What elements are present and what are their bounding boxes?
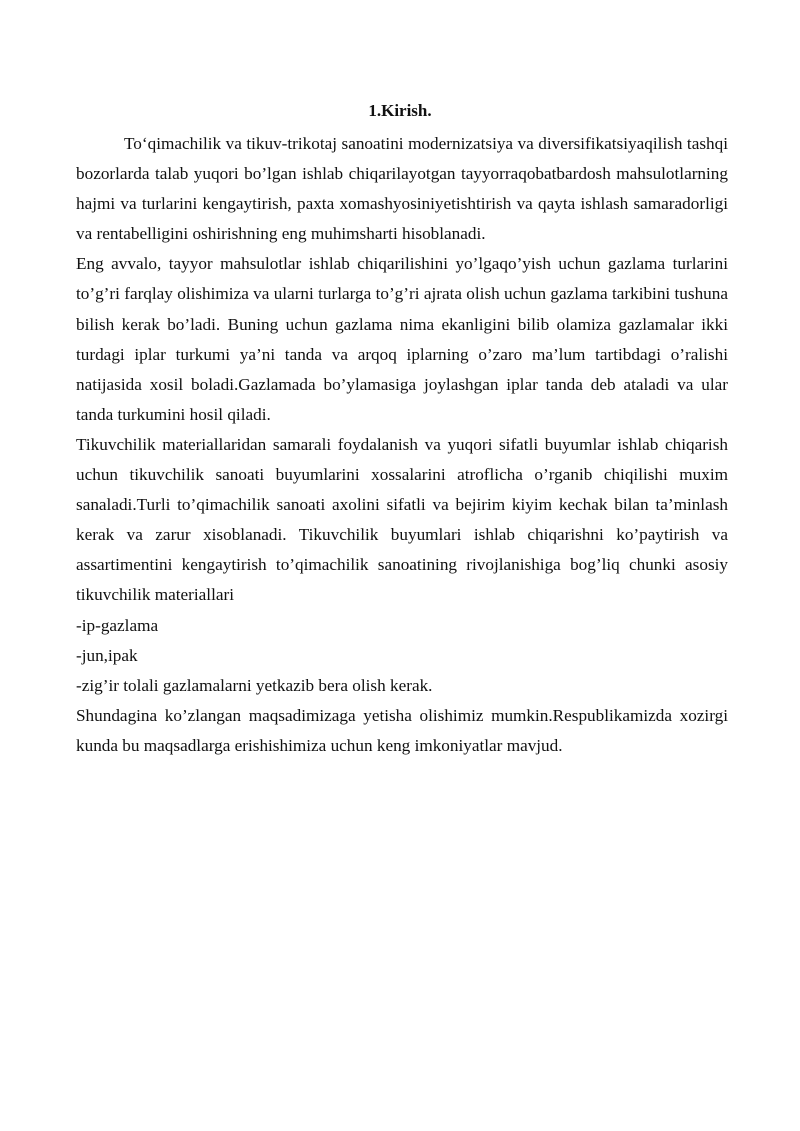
list-item-thread-fabric: -ip-gazlama — [76, 615, 159, 635]
paragraph-fabric-types: Eng avvalo, tayyor mahsulotlar ishlab chiqarilishini yo’lgaqo’yish uchun gazlama turlarini to’g’ri farqlay olishimiza va ularni turlarga to’g’ri ajrata olish uchun gazlama tarkibini tushuna bilish kerak bo’ladi. Buning uchun gazlama nima ekanligini bilib olamiza gazlamalar ikki turdagi iplar turkumi ya’ni tanda va arqoq iplarning o’zaro ma’lum tartibdagi o’ralishi natijasida xosil boladi.Gazlamada bo’ylamasiga joylashgan iplar tanda deb ataladi va ular tanda turkumini hosil qiladi. — [76, 254, 728, 424]
paragraph-intro: To‘qimachilik va tikuv-trikotaj sanoatini modernizatsiya va diversifikatsiyaqilish tashqi bozorlarda talab yuqori bo’lgan ishlab chiqarilayotgan tayyorraqobatbardosh mahsulotlarning hajmi va turlarini kengaytirish, paxta xomashyosiniyetishtirish va qayta ishlash samaradorligi va rentabelligini oshirishning eng muhimsharti hisoblanadi. — [76, 134, 728, 244]
list-item-linen: -zig’ir tolali gazlamalarni yetkazib bera olish kerak. — [76, 675, 433, 695]
document-title: 1.Kirish. — [368, 101, 432, 120]
paragraph-sewing-materials: Tikuvchilik materiallaridan samarali foydalanish va yuqori sifatli buyumlar ishlab chiqarish uchun tikuvchilik sanoati buyumlarini xossalarini atroflicha o’rganib chiqilishi muxim sanaladi.Turli to’qimachilik sanoati axolini sifatli va bejirim kiyim kechak bilan ta’minlash kerak va zarur xisoblanadi. Tikuvchilik buyumlari ishlab chiqarishni ko’paytirish va assartimentini kengaytirish to’qimachilik sanoatining rivojlanishiga bog’liq chunki asosiy tikuvchilik materiallari — [76, 434, 728, 605]
list-item-wool-silk: -jun,ipak — [76, 645, 138, 665]
paragraph-conclusion: Shundagina ko’zlangan maqsadimizaga yetisha olishimiz mumkin.Respublikamizda xozirgi kunda bu maqsadlarga erishishimiza uchun keng imkoniyatlar mavjud. — [76, 705, 728, 755]
document-body — [76, 129, 728, 761]
